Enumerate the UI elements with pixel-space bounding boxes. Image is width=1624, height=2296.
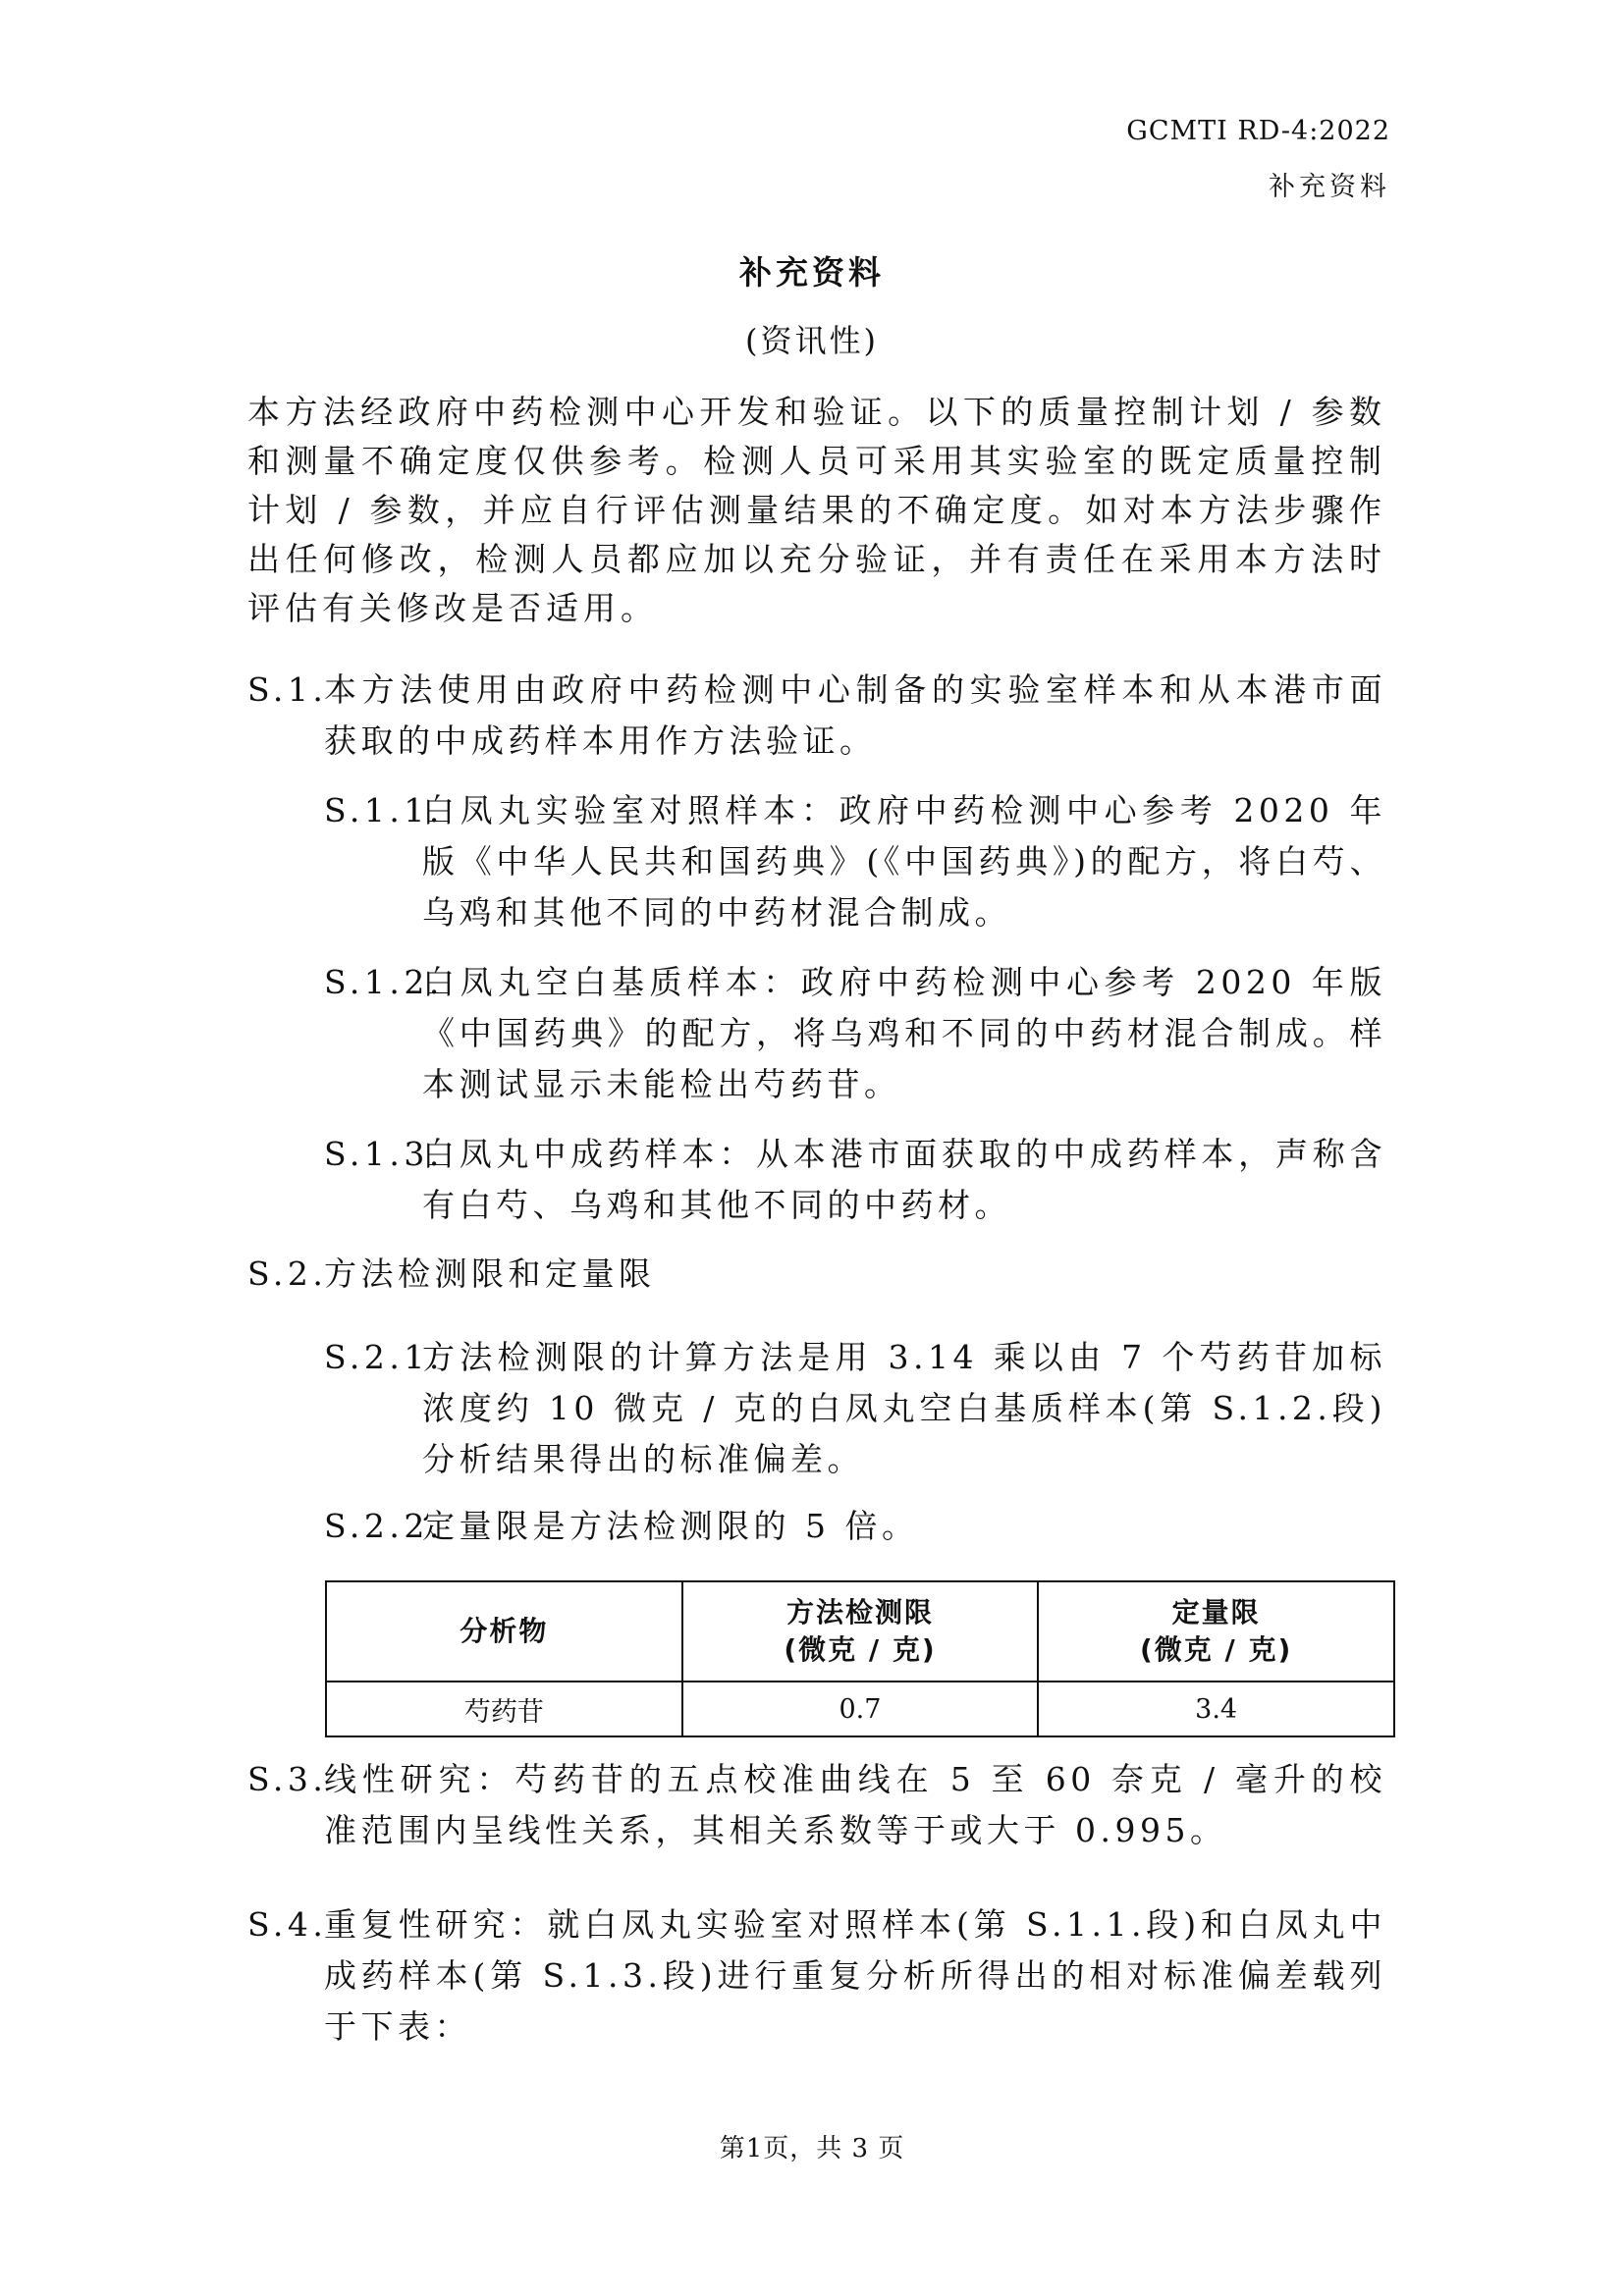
document-code: GCMTI RD-4:2022 (1126, 116, 1390, 146)
section-text: 定量限是方法检测限的 5 倍。 (422, 1507, 919, 1545)
table-header-row (326, 1581, 1394, 1682)
page-title: 补充资料 (739, 253, 885, 292)
section-number: S.4. (247, 1905, 328, 1944)
page-footer: 第1页，共 3 页 (719, 2134, 905, 2163)
lod-loq-table (325, 1580, 1395, 1737)
header-line: 分析物 (460, 1615, 549, 1647)
section-number: S.2.1. (324, 1338, 444, 1376)
intro-paragraph: 本方法经政府中药检测中心开发和验证。以下的质量控制计划 / 参数和测量不确定度仅供参考。检测人员可采用其实验室的既定质量控制计划 / 参数，并应自行评估测量结果的不确定度。如对本方法步骤作出任何修改，检测人员都应加以充分验证，并有责任在采用本方法时评估有关修改是否适用。 (247, 393, 1386, 627)
section-text: 重复性研究：就白凤丸实验室对照样本(第 S.1.1.段)和白凤丸中成药样本(第 S.1.3.段)进行重复分析所得出的相对标准偏差载列于下表： (324, 1905, 1386, 2046)
header-line: 定量限 (1171, 1596, 1261, 1629)
section-text: 方法检测限和定量限 (324, 1255, 656, 1293)
section-text: 白凤丸实验室对照样本：政府中药检测中心参考 2020 年版《中华人民共和国药典》(《中国药典》)的配方，将白芍、乌鸡和其他不同的中药材混合制成。 (422, 791, 1386, 932)
section-number: S.1.3. (324, 1135, 444, 1173)
section-number: S.1.2. (324, 963, 444, 1001)
table-header-cell (682, 1581, 1039, 1682)
table-header-cell (1038, 1581, 1394, 1682)
table-cell: 0.7 (682, 1682, 1039, 1736)
header-line: (微克 / 克) (1139, 1633, 1293, 1666)
table-header-cell (326, 1581, 682, 1682)
page-subtitle: (资讯性) (745, 322, 879, 359)
section-number: S.1. (247, 670, 328, 709)
table-cell: 芍药苷 (326, 1682, 682, 1736)
section-number: S.2. (247, 1255, 328, 1293)
table-row (326, 1682, 1394, 1736)
section-number: S.2.2. (324, 1507, 444, 1545)
section-text: 本方法使用由政府中药检测中心制备的实验室样本和从本港市面获取的中成药样本用作方法验证。 (324, 670, 1386, 760)
header-label: 补充资料 (1269, 172, 1390, 202)
table-cell: 3.4 (1038, 1682, 1394, 1736)
section-text: 白凤丸中成药样本：从本港市面获取的中成药样本，声称含有白芍、乌鸡和其他不同的中药材。 (422, 1135, 1386, 1224)
section-number: S.3. (247, 1760, 328, 1798)
section-number: S.1.1. (324, 791, 444, 829)
section-text: 白凤丸空白基质样本：政府中药检测中心参考 2020 年版《中国药典》的配方，将乌鸡和不同的中药材混合制成。样本测试显示未能检出芍药苷。 (422, 963, 1386, 1103)
header-line: 方法检测限 (785, 1596, 934, 1629)
header-line: (微克 / 克) (784, 1633, 937, 1666)
section-text: 线性研究：芍药苷的五点校准曲线在 5 至 60 奈克 / 毫升的校准范围内呈线性关系，其相关系数等于或大于 0.995。 (324, 1760, 1386, 1849)
section-text: 方法检测限的计算方法是用 3.14 乘以由 7 个芍药苷加标浓度约 10 微克 / 克的白凤丸空白基质样本(第 S.1.2.段)分析结果得出的标准偏差。 (422, 1338, 1386, 1478)
